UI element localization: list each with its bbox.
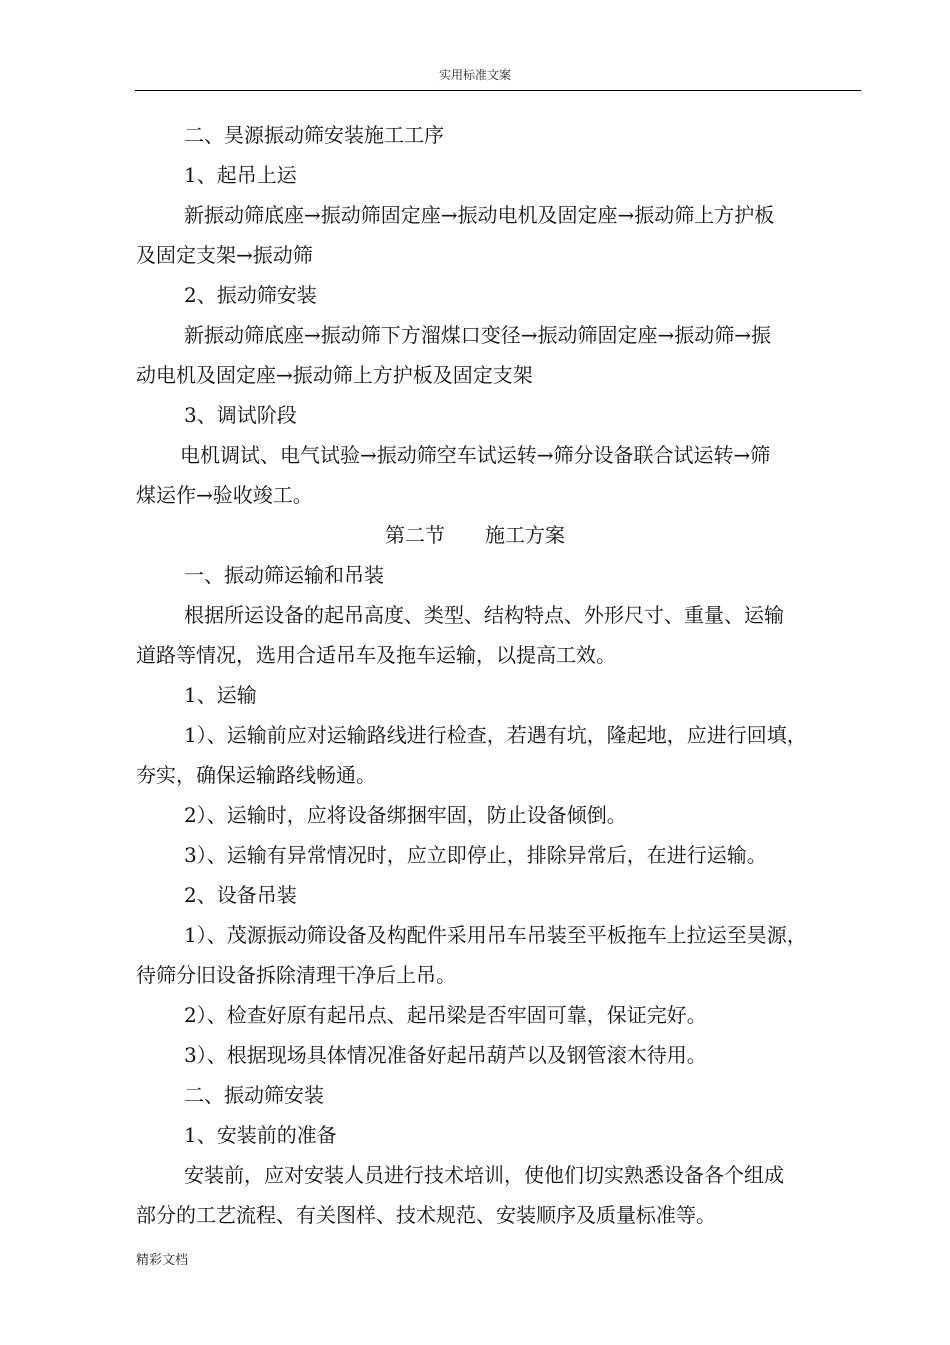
subheading: 3、调试阶段 <box>184 403 297 427</box>
section-title <box>136 515 814 555</box>
paragraph-line: 及固定支架→振动筛 <box>136 243 313 267</box>
subheading: 2、设备吊装 <box>184 883 297 907</box>
paragraph-line: 夯实，确保运输路线畅通。 <box>136 763 376 787</box>
paragraph-line: 2）、检查好原有起吊点、起吊梁是否牢固可靠，保证完好。 <box>184 1003 707 1027</box>
paragraph-line: 道路等情况，选用合适吊车及拖车运输，以提高工效。 <box>136 643 616 667</box>
paragraph-line: 2）、运输时，应将设备绑捆牢固，防止设备倾倒。 <box>184 803 627 827</box>
subheading: 1、起吊上运 <box>184 163 297 187</box>
paragraph-line: 新振动筛底座→振动筛固定座→振动电机及固定座→振动筛上方护板 <box>184 203 775 227</box>
paragraph-line: 煤运作→验收竣工。 <box>136 483 313 507</box>
subheading: 2、振动筛安装 <box>184 283 317 307</box>
paragraph-line: 1）、茂源振动筛设备及构配件采用吊车吊装至平板拖车上拉运至昊源， <box>184 923 807 947</box>
section-heading: 二、振动筛安装 <box>184 1083 324 1107</box>
header-divider <box>135 90 861 91</box>
page-header: 实用标准文案 <box>438 68 511 82</box>
paragraph-line: 新振动筛底座→振动筛下方溜煤口变径→振动筛固定座→振动筛→振 <box>184 323 772 347</box>
paragraph-line: 部分的工艺流程、有关图样、技术规范、安装顺序及质量标准等。 <box>136 1203 716 1227</box>
paragraph-line: 1）、运输前应对运输路线进行检查，若遇有坑，隆起地，应进行回填， <box>184 723 807 747</box>
document-body <box>136 115 814 1235</box>
subheading: 1、运输 <box>184 683 257 707</box>
page-footer: 精彩文档 <box>136 1253 189 1268</box>
section-heading: 二、昊源振动筛安装施工工序 <box>184 123 444 147</box>
paragraph-line: 动电机及固定座→振动筛上方护板及固定支架 <box>136 363 533 387</box>
section-heading: 一、振动筛运输和吊装 <box>184 563 384 587</box>
section-name: 施工方案 <box>485 523 565 547</box>
section-number: 第二节 <box>385 523 445 547</box>
subheading: 1、安装前的准备 <box>184 1123 337 1147</box>
paragraph-line: 根据所运设备的起吊高度、类型、结构特点、外形尺寸、重量、运输 <box>184 603 784 627</box>
paragraph-line: 安装前，应对安装人员进行技术培训，使他们切实熟悉设备各个组成 <box>184 1163 784 1187</box>
paragraph-line: 待筛分旧设备拆除清理干净后上吊。 <box>136 963 456 987</box>
paragraph-line: 3）、运输有异常情况时，应立即停止，排除异常后，在进行运输。 <box>184 843 767 867</box>
paragraph-line: 3）、根据现场具体情况准备好起吊葫芦以及钢管滚木待用。 <box>184 1043 707 1067</box>
paragraph-line: 电机调试、电气试验→振动筛空车试运转→筛分设备联合试运转→筛 <box>180 443 771 467</box>
